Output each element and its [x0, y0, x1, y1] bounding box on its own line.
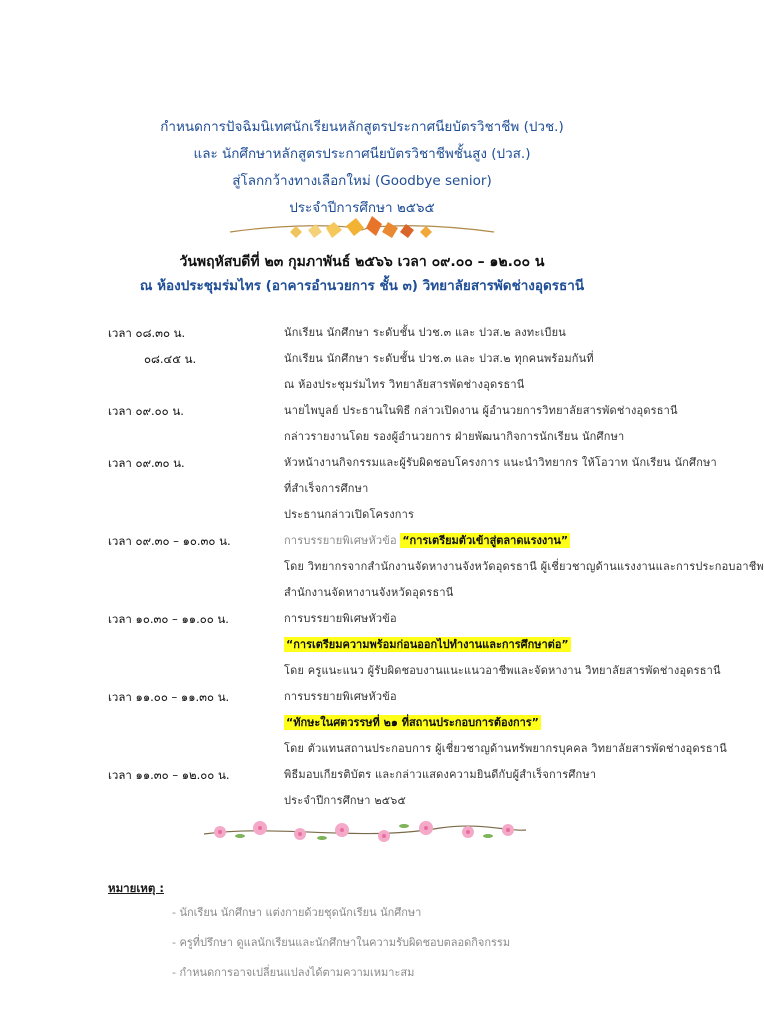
schedule-row — [108, 554, 764, 580]
schedule-desc: การบรรยายพิเศษหัวข้อ — [284, 534, 397, 547]
schedule-desc: หัวหน้างานกิจกรรมและผู้รับผิดชอบโครงการ แนะนำวิทยากร ให้โอวาท นักเรียน นักศึกษา — [284, 456, 717, 469]
date-venue-block — [0, 250, 724, 298]
schedule-desc: นักเรียน นักศึกษา ระดับชั้น ปวช.๓ และ ปวส.๒ ลงทะเบียน — [284, 326, 566, 339]
schedule-row — [108, 658, 721, 684]
schedule-desc: นักเรียน นักศึกษา ระดับชั้น ปวช.๓ และ ปวส.๒ ทุกคนพร้อมกันที่ — [284, 352, 594, 365]
document-header — [0, 114, 724, 222]
schedule-desc: ประธานกล่าวเปิดโครงการ — [284, 508, 415, 521]
schedule-row — [108, 424, 668, 450]
schedule-time: เวลา ๐๙.๐๐ น. — [108, 404, 184, 418]
schedule-time: เวลา ๑๐.๓๐ – ๑๑.๐๐ น. — [108, 612, 229, 626]
schedule-time: เวลา ๑๑.๓๐ – ๑๒.๐๐ น. — [108, 768, 230, 782]
event-date: วันพฤหัสบดีที่ ๒๓ กุมภาพันธ์ ๒๕๖๖ เวลา ๐๙.๐๐ – ๑๒.๐๐ น — [179, 254, 545, 270]
schedule-desc-with-topic — [284, 632, 664, 658]
schedule-row — [108, 762, 668, 788]
header-line-4: ประจำปีการศึกษา ๒๕๖๕ — [289, 200, 435, 216]
schedule-row — [108, 736, 727, 762]
highlighted-topic: “การเตรียมตัวเข้าสู่ตลาดแรงงาน” — [402, 534, 569, 547]
schedule-desc: สำนักงานจัดหางานจังหวัดอุดรธานี — [284, 586, 454, 599]
schedule-row — [108, 398, 678, 424]
header-line-1: กำหนดการปัจฉิมนิเทศนักเรียนหลักสูตรประกาศนียบัตรวิชาชีพ (ปวช.) — [160, 119, 564, 135]
schedule-row — [108, 502, 668, 528]
header-line-3: สู่โลกกว้างทางเลือกใหม่ (Goodbye senior) — [232, 173, 492, 189]
schedule-row — [108, 346, 668, 372]
schedule-desc-with-topic — [284, 710, 664, 736]
schedule-desc: พิธีมอบเกียรติบัตร และกล่าวแสดงความยินดีกับผู้สำเร็จการศึกษา — [284, 768, 597, 781]
schedule-row — [108, 684, 668, 710]
event-venue: ณ ห้องประชุมร่มไทร (อาคารอำนวยการ ชั้น ๓) วิทยาลัยสารพัดช่างอุดรธานี — [139, 278, 585, 294]
schedule-desc: โดย วิทยากรจากสำนักงานจัดหางานจังหวัดอุดรธานี ผู้เชี่ยวชาญด้านแรงงานและการประกอบอาชีพ — [284, 560, 764, 573]
schedule-time: เวลา ๑๑.๐๐ – ๑๑.๓๐ น. — [108, 690, 230, 704]
highlighted-topic: “การเตรียมความพร้อมก่อนออกไปทำงานและการศึกษาต่อ” — [286, 638, 569, 651]
schedule-row — [108, 632, 668, 658]
schedule-desc: การบรรยายพิเศษหัวข้อ — [284, 612, 397, 625]
schedule-time: เวลา ๐๙.๓๐ – ๑๐.๓๐ น. — [108, 534, 231, 548]
schedule-time: เวลา ๐๙.๓๐ น. — [108, 456, 185, 470]
schedule-desc: นายไพบูลย์ ประธานในพิธี กล่าวเปิดงาน ผู้อำนวยการวิทยาลัยสารพัดช่างอุดรธานี — [284, 404, 678, 417]
schedule-row — [108, 710, 668, 736]
note-item: - กำหนดการอาจเปลี่ยนแปลงได้ตามความเหมาะสม — [172, 966, 415, 979]
schedule-row — [108, 606, 668, 632]
schedule-row — [108, 372, 668, 398]
schedule-row — [108, 580, 668, 606]
schedule-desc-with-topic — [284, 528, 664, 554]
schedule-desc: ณ ห้องประชุมร่มไทร วิทยาลัยสารพัดช่างอุดรธานี — [284, 378, 525, 391]
schedule-row — [108, 788, 668, 814]
notes-title: หมายเหตุ : — [108, 881, 164, 895]
schedule-row — [108, 528, 668, 554]
note-item: - ครูที่ปรึกษา ดูแลนักเรียนและนักศึกษาในความรับผิดชอบตลอดกิจกรรม — [172, 936, 511, 949]
note-item: - นักเรียน นักศึกษา แต่งกายด้วยชุดนักเรียน นักศึกษา — [172, 906, 422, 919]
schedule-desc: ที่สำเร็จการศึกษา — [284, 482, 369, 495]
notes-section — [108, 878, 628, 988]
schedule-desc: กล่าวรายงานโดย รองผู้อำนวยการ ฝ่ายพัฒนากิจการนักเรียน นักศึกษา — [284, 430, 625, 443]
autumn-leaves-garland-icon — [226, 210, 498, 244]
schedule-time: เวลา ๐๘.๓๐ น. — [108, 326, 186, 340]
schedule-row — [108, 476, 668, 502]
pink-flower-garland-icon — [200, 814, 530, 850]
schedule-desc: ประจำปีการศึกษา ๒๕๖๕ — [284, 794, 406, 807]
schedule-list — [108, 320, 764, 814]
schedule-desc: โดย ตัวแทนสถานประกอบการ ผู้เชี่ยวชาญด้านทรัพยากรบุคคล วิทยาลัยสารพัดช่างอุดรธานี — [284, 742, 727, 755]
highlighted-topic: “ทักษะในศตวรรษที่ ๒๑ ที่สถานประกอบการต้องการ” — [286, 716, 539, 729]
schedule-desc: การบรรยายพิเศษหัวข้อ — [284, 690, 397, 703]
schedule-time: ๐๘.๔๕ น. — [144, 352, 197, 366]
schedule-row — [108, 320, 668, 346]
schedule-row — [108, 450, 717, 476]
header-line-2: และ นักศึกษาหลักสูตรประกาศนียบัตรวิชาชีพชั้นสูง (ปวส.) — [193, 146, 531, 162]
schedule-desc: โดย ครูแนะแนว ผู้รับผิดชอบงานแนะแนวอาชีพและจัดหางาน วิทยาลัยสารพัดช่างอุดรธานี — [284, 664, 721, 677]
